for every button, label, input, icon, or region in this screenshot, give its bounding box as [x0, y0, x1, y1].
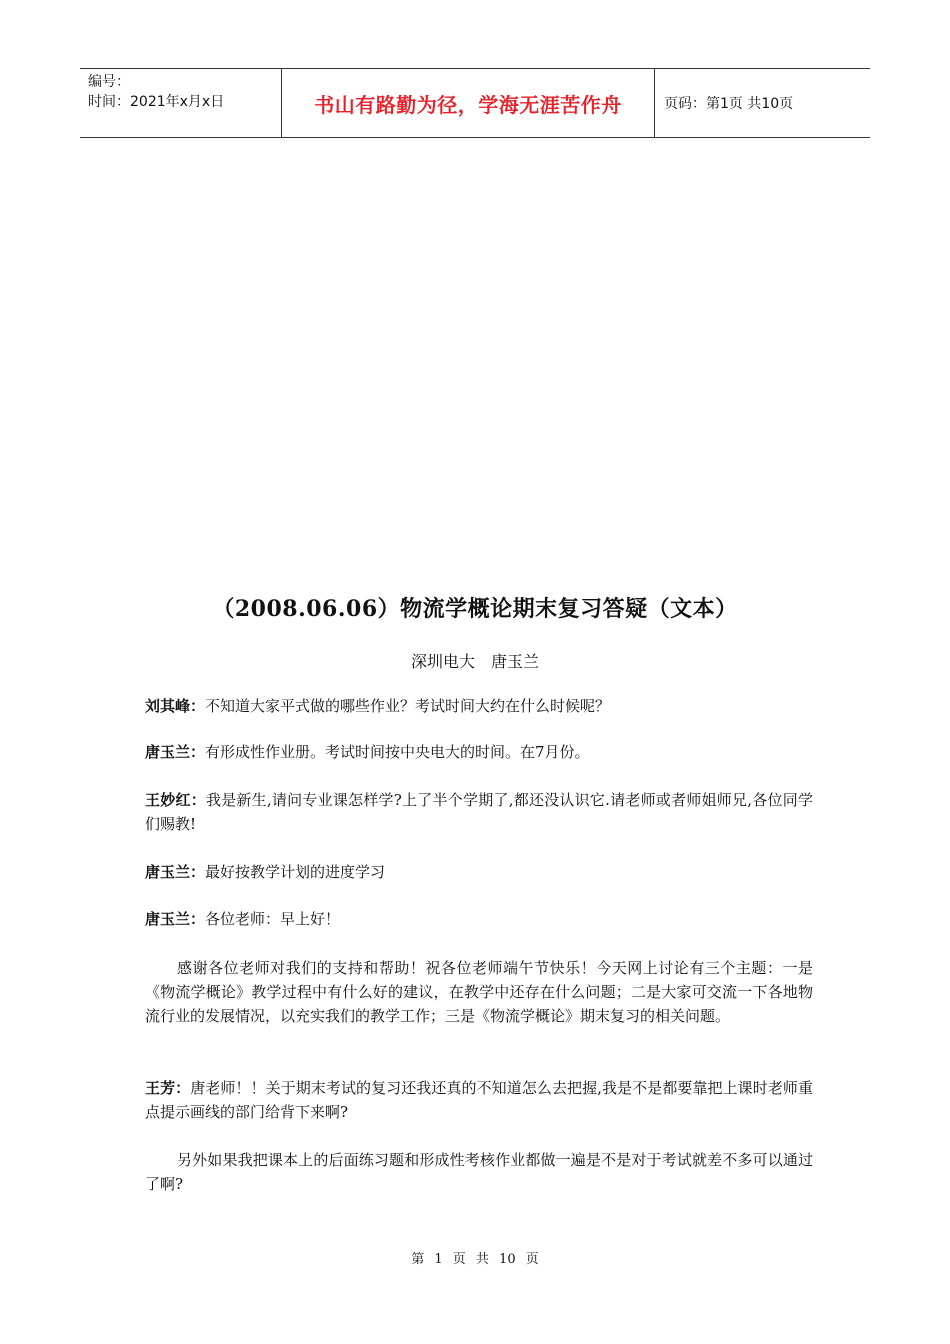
paragraph-text: 不知道大家平式做的哪些作业？考试时间大约在什么时候呢？ [205, 697, 611, 715]
header-meta [88, 69, 278, 140]
page-header [80, 68, 870, 138]
paragraph-text: 各位老师：早上好！ [205, 910, 341, 928]
speaker-name: 唐玉兰： [145, 863, 206, 881]
document-number-label: 编号： [88, 74, 130, 90]
speaker-name: 王妙红： [145, 791, 206, 809]
header-motto-cell [281, 69, 655, 137]
document-time-label: 时间：2021年x月x日 [88, 94, 225, 110]
dialogue-paragraph [145, 1076, 813, 1124]
header-page-info: 页码：第1页 共10页 [664, 96, 794, 112]
dialogue-paragraph [145, 956, 813, 1028]
dialogue-paragraph [145, 907, 813, 931]
dialogue-paragraph [145, 740, 813, 764]
header-motto: 书山有路勤为径，学海无涯苦作舟 [314, 92, 622, 117]
document-title: （2008.06.06）物流学概论期末复习答疑（文本） [212, 596, 738, 622]
page-footer: 第 1 页 共 10 页 [411, 1252, 539, 1267]
paragraph-text: 感谢各位老师对我们的支持和帮助！祝各位老师端午节快乐！今天网上讨论有三个主题：一是《物流学概论》教学过程中有什么好的建议，在教学中还存在什么问题；二是大家可交流一下各地物流行业的发展情况，以充实我们的教学工作；三是《物流学概论》期末复习的相关问题。 [145, 959, 813, 1025]
paragraph-text: 有形成性作业册。考试时间按中央电大的时间。在7月份。 [205, 743, 590, 761]
speaker-name: 刘其峰： [145, 697, 206, 715]
paragraph-text: 唐老师！！关于期末考试的复习还我还真的不知道怎么去把握,我是不是都要靠把上课时老师重点提示画线的部门给背下来啊? [145, 1079, 813, 1121]
speaker-name: 王芳： [145, 1079, 191, 1097]
speaker-name: 唐玉兰： [145, 910, 206, 928]
paragraph-text: 我是新生,请问专业课怎样学?上了半个学期了,都还没认识它.请老师或者师姐师兄,各位同学们赐教! [145, 791, 813, 833]
paragraph-text: 另外如果我把课本上的后面练习题和形成性考核作业都做一遍是不是对于考试就差不多可以通过了啊? [145, 1151, 813, 1193]
dialogue-paragraph [145, 1148, 813, 1196]
header-page-info-cell [664, 69, 864, 137]
dialogue-paragraph [145, 788, 813, 836]
speaker-name: 唐玉兰： [145, 743, 206, 761]
dialogue-paragraph [145, 860, 813, 884]
document-author: 深圳电大 唐玉兰 [410, 652, 539, 671]
dialogue-paragraph [145, 694, 813, 718]
paragraph-text: 最好按教学计划的进度学习 [205, 863, 386, 881]
